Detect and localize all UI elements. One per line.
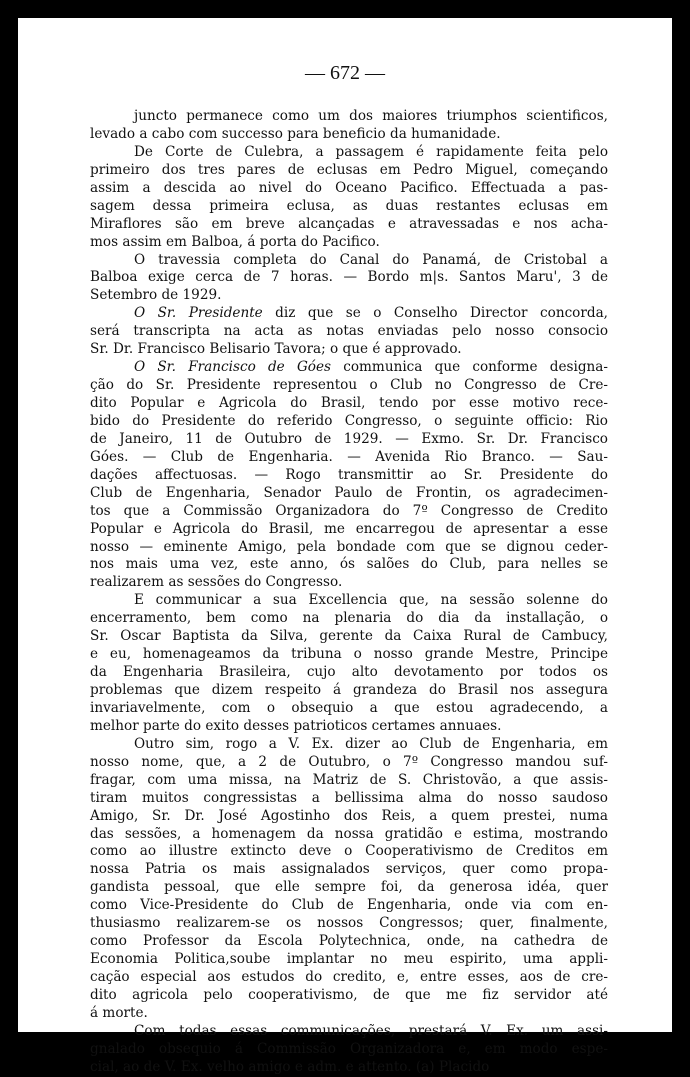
paragraph (90, 252, 608, 306)
line-text: problemas que dizem respeito á grandeza do Brasil nos assegura (90, 682, 608, 698)
text-line (90, 772, 608, 790)
line-text: fragar, com uma missa, na Matriz de S. Christovão, a que assis- (90, 771, 608, 788)
text-line (90, 933, 608, 951)
text-line (90, 180, 608, 198)
page (18, 18, 672, 1075)
paragraph (90, 1023, 608, 1077)
line-text: será transcripta na acta as notas enviadas pelo nosso consocio (90, 323, 608, 340)
line-text: das sessões, a homenagem da nossa gratidão e estima, mostrando (90, 825, 608, 842)
text-line (90, 664, 608, 682)
line-text: á morte. (90, 1004, 148, 1021)
text-line (90, 628, 608, 646)
line-text: e eu, homenageamos da tribuna o nosso grande Mestre, Principe (90, 646, 608, 663)
text-line (90, 718, 608, 736)
text-line (90, 969, 608, 987)
text-line (90, 1059, 608, 1077)
text-line (90, 395, 608, 413)
text-line (90, 700, 608, 718)
line-text: de Janeiro, 11 de Outubro de 1929. — Exmo. Sr. Dr. Francisco (90, 430, 608, 447)
line-text: bido do Presidente do referido Congresso, o seguinte officio: Rio (90, 412, 608, 429)
line-text: realizarem as sessões do Congresso. (90, 574, 343, 591)
line-text: Góes. — Club de Engenharia. — Avenida Rio Branco. — Sau- (90, 448, 608, 465)
text-line (90, 915, 608, 933)
line-text: tos que a Commissão Organizadora do 7º Congresso de Credito (90, 502, 608, 519)
text-line (90, 359, 608, 377)
text-line (90, 108, 608, 126)
text-line (90, 269, 608, 287)
speaker-name: O Sr. Presidente (134, 305, 263, 322)
line-text: Club de Engenharia, Senador Paulo de Frontin, os agradecimen- (90, 484, 608, 501)
line-text: Balboa exige cerca de 7 horas. — Bordo m|s. Santos Maru', 3 de (90, 269, 608, 286)
line-text: Com todas essas communicações, prestará V. Ex. um assi- (134, 1022, 608, 1039)
line-text: como Vice-Presidente do Club de Engenharia, onde via com en- (90, 897, 608, 914)
text-line (90, 790, 608, 808)
line-text: Amigo, Sr. Dr. José Agostinho dos Reis, a quem prestei, numa (90, 807, 608, 824)
text-line (90, 341, 608, 359)
line-text: juncto permanece como um dos maiores triumphos scientificos, (134, 108, 608, 124)
text-line (90, 879, 608, 897)
text-line (90, 377, 608, 395)
line-text: ção do Sr. Presidente representou o Club no Congresso de Cre- (90, 377, 608, 394)
text-line (90, 754, 608, 772)
speaker-name: O Sr. Francisco de Góes (134, 359, 332, 376)
line-text: thusiasmo realizarem-se os nossos Congressos; quer, finalmente, (90, 915, 608, 932)
paragraph (90, 736, 608, 1023)
text-line (90, 897, 608, 915)
text-line (90, 198, 608, 216)
line-text: diz que se o Conselho Director concorda, (262, 305, 608, 322)
text-line (90, 539, 608, 557)
text-line (90, 808, 608, 826)
line-text: Outro sim, rogo a V. Ex. dizer ao Club de Engenharia, em (134, 735, 608, 752)
line-text: sagem dessa primeira eclusa, as duas restantes eclusas em (90, 197, 608, 214)
text-line (90, 287, 608, 305)
line-text: melhor parte do exito desses patrioticos certames annuaes. (90, 717, 502, 734)
text-line (90, 610, 608, 628)
text-line (90, 736, 608, 754)
text-line (90, 234, 608, 252)
page-number: — 672 — (305, 62, 385, 84)
line-text: encerramento, bem como na plenaria do dia da installação, o (90, 610, 608, 627)
paragraph (90, 144, 608, 252)
line-text: cial, ao de V. Ex. velho amigo e adm. e attento. (a) Placido (90, 1058, 490, 1075)
text-line (90, 216, 608, 234)
line-text: communica que conforme designa- (331, 359, 608, 376)
line-text: invariavelmente, com o obsequio a que estou agradecendo, a (90, 699, 608, 716)
line-text: nosso nome, que, a 2 de Outubro, o 7º Congresso mandou suf- (90, 753, 608, 770)
line-text: gnalado obsequio á Commissão Organizadora e, em modo espe- (90, 1040, 608, 1057)
text-line (90, 1041, 608, 1059)
text-line (90, 861, 608, 879)
line-text: como Professor da Escola Polytechnica, onde, na cathedra de (90, 933, 608, 950)
line-text: nos mais uma vez, este anno, ós salões do Club, para nelles se (90, 556, 608, 573)
text-line (90, 162, 608, 180)
text-line (90, 521, 608, 539)
body-text (90, 108, 608, 1077)
line-text: O travessia completa do Canal do Panamá, de Cristobal a (134, 251, 608, 268)
text-line (90, 574, 608, 592)
line-text: nossa Patria os mais assignalados serviços, quer como propa- (90, 861, 608, 878)
line-text: nosso — eminente Amigo, pela bondade com que se dignou ceder- (90, 538, 608, 555)
paragraph (90, 359, 608, 592)
text-line (90, 1005, 608, 1023)
line-text: Economia Politica,soube implantar no meu espirito, uma appli- (90, 951, 608, 968)
text-line (90, 252, 608, 270)
line-text: Popular e Agricola do Brasil, me encarregou de apresentar a esse (90, 520, 608, 537)
text-line (90, 826, 608, 844)
line-text: Sr. Dr. Francisco Belisario Tavora; o que é approvado. (90, 341, 462, 358)
text-line (90, 431, 608, 449)
text-line (90, 592, 608, 610)
text-line (90, 467, 608, 485)
line-text: tiram muitos congressistas a bellissima alma do nosso saudoso (90, 789, 608, 806)
text-line (90, 449, 608, 467)
text-line (90, 843, 608, 861)
text-line (90, 987, 608, 1005)
text-line (90, 305, 608, 323)
line-text: primeiro dos tres pares de eclusas em Pedro Miguel, começando (90, 161, 608, 178)
paragraph (90, 592, 608, 736)
line-text: E communicar a sua Excellencia que, na sessão solenne do (134, 592, 608, 609)
line-text: gandista pessoal, que elle sempre foi, da generosa idéa, quer (90, 879, 608, 896)
paragraph (90, 305, 608, 359)
line-text: dito Popular e Agricola do Brasil, tendo por esse motivo rece- (90, 395, 608, 411)
text-line (90, 503, 608, 521)
line-text: levado a cabo com successo para beneficio da humanidade. (90, 125, 501, 142)
line-text: Sr. Oscar Baptista da Silva, gerente da Caixa Rural de Cambucy, (90, 628, 608, 645)
text-line (90, 126, 608, 144)
paragraph (90, 108, 608, 144)
line-text: dito agricola pelo cooperativismo, de que me fiz servidor até (90, 986, 608, 1003)
text-line (90, 485, 608, 503)
line-text: Setembro de 1929. (90, 287, 222, 304)
line-text: assim a descida ao nivel do Oceano Pacifico. Effectuada a pas- (90, 179, 608, 196)
text-line (90, 144, 608, 162)
text-line (90, 682, 608, 700)
line-text: dações affectuosas. — Rogo transmittir ao Sr. Presidente do (90, 466, 608, 483)
line-text: Miraflores são em breve alcançadas e atravessadas e nos acha- (90, 215, 608, 232)
text-line (90, 413, 608, 431)
line-text: da Engenharia Brasileira, cujo alto devotamento por todos os (90, 664, 608, 681)
line-text: como ao illustre extincto deve o Cooperativismo de Creditos em (90, 843, 608, 860)
text-line (90, 1023, 608, 1041)
text-line (90, 951, 608, 969)
line-text: cação especial aos estudos do credito, e, entre esses, aos de cre- (90, 969, 608, 985)
text-line (90, 323, 608, 341)
text-line (90, 646, 608, 664)
text-line (90, 556, 608, 574)
line-text: mos assim em Balboa, á porta do Pacifico. (90, 233, 380, 250)
line-text: De Corte de Culebra, a passagem é rapidamente feita pelo (134, 143, 608, 160)
